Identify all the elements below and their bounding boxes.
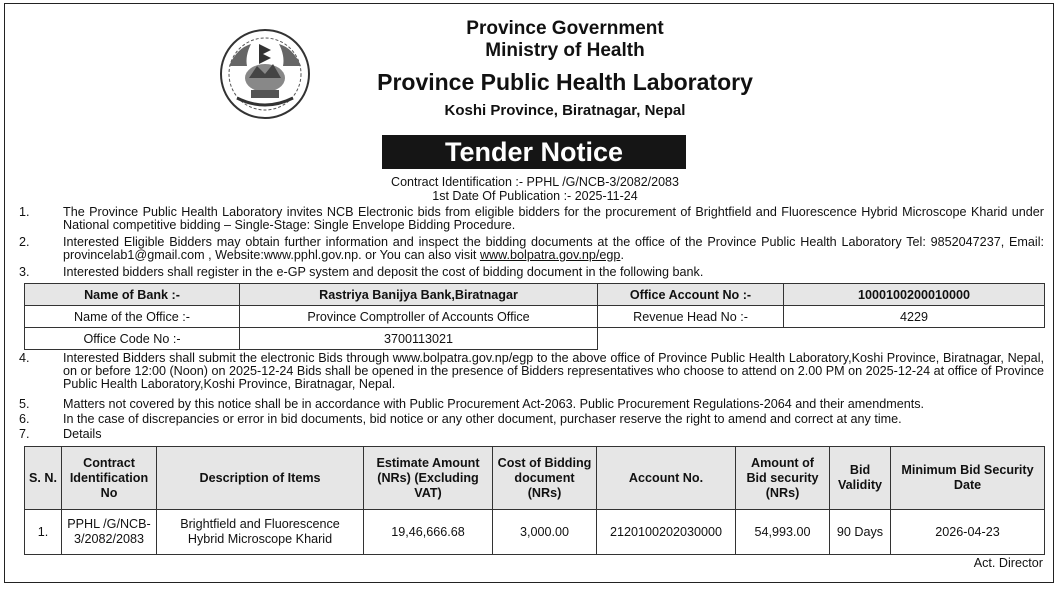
table-cell: PPHL /G/NCB-3/2082/2083	[62, 510, 157, 555]
column-header: Contract Identification No	[62, 447, 157, 510]
empty-cell	[784, 328, 1045, 350]
notice-item-1	[19, 206, 1044, 232]
item-text: In the case of discrepancies or error in bid documents, bid notice or any other document, purchaser reserve the right to amend and correct at any time.	[63, 412, 902, 426]
empty-cell	[598, 328, 784, 350]
column-header: S. N.	[25, 447, 62, 510]
nepal-government-emblem-icon	[217, 26, 313, 122]
table-cell: 3,000.00	[493, 510, 597, 555]
office-header	[305, 18, 825, 121]
table-cell: Name of Bank :-	[25, 284, 240, 306]
table-row	[25, 284, 1045, 306]
item-text: The Province Public Health Laboratory invites NCB Electronic bids from eligible bidders for the procurement of Brightfield and Fluorescence Hybrid Microscope Kharid under National competitive bidding – Single-Stage: Single Envelope Bidding Procedure.	[63, 205, 1044, 232]
tender-notice-page	[4, 3, 1054, 583]
column-header: Account No.	[597, 447, 736, 510]
table-cell: 2026-04-23	[891, 510, 1045, 555]
table-row	[25, 328, 1045, 350]
item-number: 1.	[19, 205, 30, 219]
table-cell: 19,46,666.68	[364, 510, 493, 555]
notice-item-5	[19, 398, 1044, 411]
table-cell: 54,993.00	[736, 510, 830, 555]
item-text: Interested Eligible Bidders may obtain further information and inspect the bidding documents at the office of the Province Public Health Laboratory Tel: 9852047237, Email: provincelab1@gmail.com , Website:www.pphl.gov.np. or You can also visit www.bolpatra.gov.np/egp.	[63, 235, 1044, 262]
column-header: Cost of Bidding document (NRs)	[493, 447, 597, 510]
table-cell: 2120100202030000	[597, 510, 736, 555]
item-number: 2.	[19, 235, 30, 249]
item-number: 3.	[19, 265, 30, 279]
notice-item-6	[19, 413, 1044, 426]
column-header: Estimate Amount (NRs) (Excluding VAT)	[364, 447, 493, 510]
header-line-laboratory: Province Public Health Laboratory	[377, 69, 753, 95]
table-cell: Brightfield and Fluorescence Hybrid Microscope Kharid	[157, 510, 364, 555]
table-cell: 1.	[25, 510, 62, 555]
notice-item-4	[19, 352, 1044, 391]
notice-item-3	[19, 266, 1044, 279]
notice-item-2	[19, 236, 1044, 262]
table-cell: 1000100200010000	[784, 284, 1045, 306]
table-cell: Rastriya Banijya Bank,Biratnagar	[240, 284, 598, 306]
tender-notice-banner: Tender Notice	[382, 135, 686, 169]
header-line-address: Koshi Province, Biratnagar, Nepal	[444, 102, 686, 119]
table-cell: 90 Days	[830, 510, 891, 555]
table-row	[25, 510, 1045, 555]
item-text: Interested bidders shall register in the e-GP system and deposit the cost of bidding document in the following bank.	[63, 265, 704, 279]
table-cell: Office Code No :-	[25, 328, 240, 350]
item-text: Details	[63, 427, 102, 441]
table-cell: Office Account No :-	[598, 284, 784, 306]
table-cell: Province Comptroller of Accounts Office	[240, 306, 598, 328]
bolpatra-link[interactable]: www.bolpatra.gov.np/egp	[479, 248, 621, 262]
column-header: Bid Validity	[830, 447, 891, 510]
tender-details-table	[24, 446, 1045, 555]
bank-details-table	[24, 283, 1045, 350]
item-number: 5.	[19, 397, 30, 411]
header-line-ministry: Ministry of Health	[485, 40, 645, 61]
notice-meta	[305, 175, 765, 203]
item-number: 6.	[19, 412, 30, 426]
item-text: Matters not covered by this notice shall be in accordance with Public Procurement Act-2063. Public Procurement Regulations-2064 and their amendments.	[63, 397, 925, 411]
header-line-government: Province Government	[466, 18, 664, 39]
item-number: 4.	[19, 351, 30, 365]
notice-item-7	[19, 428, 1044, 441]
column-header: Description of Items	[157, 447, 364, 510]
item-number: 7.	[19, 427, 30, 441]
table-cell: Name of the Office :-	[25, 306, 240, 328]
table-cell: 3700113021	[240, 328, 598, 350]
contract-identification: Contract Identification :- PPHL /G/NCB-3/2082/2083	[391, 175, 679, 189]
column-header: Minimum Bid Security Date	[891, 447, 1045, 510]
item-text: Interested Bidders shall submit the electronic Bids through www.bolpatra.gov.np/egp to the above office of Province Public Health Laboratory,Koshi Province, Biratnagar, Nepal, on or before 12:00 (Noon) on 2025-12-24 Bids shall be opened in the presence of Bidders representatives who choose to attend on 2.00 PM on 2025-12-24 at office of Province Public Health Laboratory,Koshi Province, Biratnagar, Nepal.	[63, 351, 1044, 391]
signature-designation: Act. Director	[973, 556, 1043, 570]
column-header: Amount of Bid security (NRs)	[736, 447, 830, 510]
table-cell: Revenue Head No :-	[598, 306, 784, 328]
table-cell: 4229	[784, 306, 1045, 328]
table-header-row	[25, 447, 1045, 510]
table-row	[25, 306, 1045, 328]
publication-date: 1st Date Of Publication :- 2025-11-24	[432, 189, 638, 203]
